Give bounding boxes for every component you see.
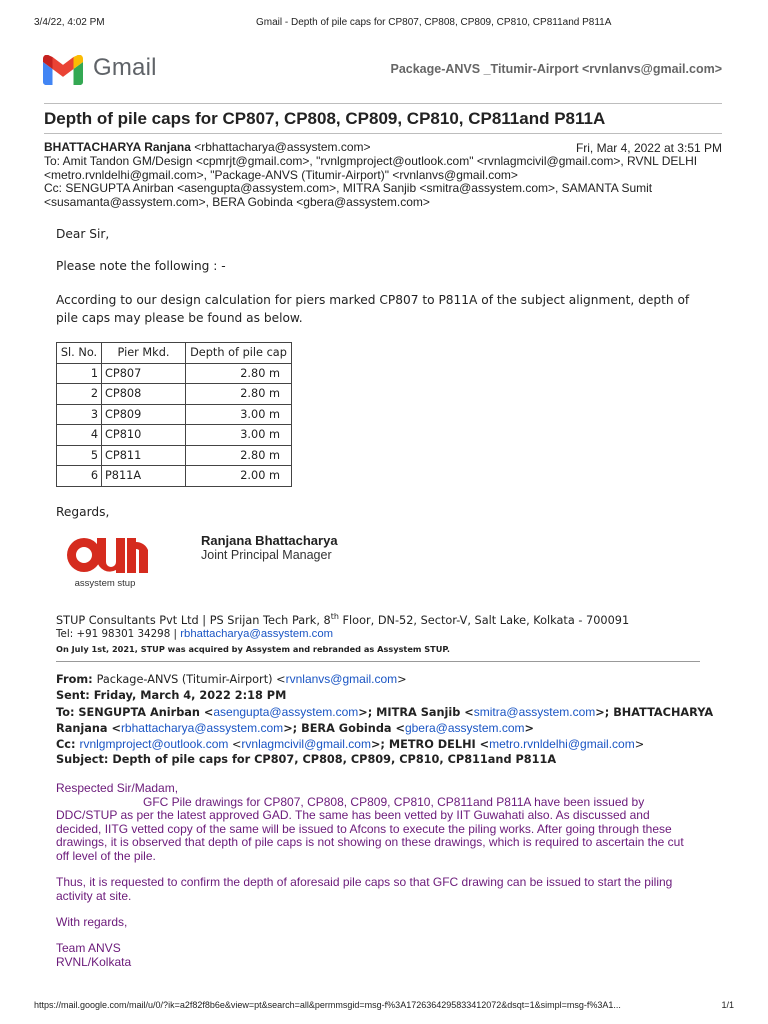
table-cell: CP807 <box>102 363 186 384</box>
table-row <box>57 384 292 405</box>
table-row <box>57 404 292 425</box>
to-line-2: <metro.rvnldelhi@gmail.com>, "Package-ANVS (Titumir-Airport)" <rvnlanvs@gmail.com> <box>44 167 518 182</box>
regards: Regards, <box>56 505 110 519</box>
table-row <box>57 363 292 384</box>
fwd-closing: With regards, <box>56 915 128 929</box>
company-address-sup: th <box>330 612 339 621</box>
table-header-row <box>57 343 292 364</box>
table-cell: 2.80 m <box>186 384 292 405</box>
fwd-cc-part: >; METRO DELHI < <box>370 738 490 751</box>
fwd-p1-line-1: GFC Pile drawings for CP807, CP808, CP809, CP810, CP811and P811A have been issued by <box>143 794 645 809</box>
fwd-subject: Subject: Depth of pile caps for CP807, CP808, CP809, CP810, CP811and P811A <box>56 753 557 766</box>
account-email: Package-ANVS _Titumir-Airport <rvnlanvs@gmail.com> <box>390 62 722 76</box>
table-cell: 1 <box>57 363 102 384</box>
sender-email: <rbhattacharya@assystem.com> <box>194 140 371 154</box>
subject-divider <box>44 133 722 134</box>
fwd-cc <box>56 737 644 751</box>
gmail-logo-text: Gmail <box>93 54 157 81</box>
table-header-cell: Pier Mkd. <box>102 343 186 364</box>
fwd-team: Team ANVS <box>56 941 121 955</box>
fwd-p2-line-1: Thus, it is requested to confirm the depth of aforesaid pile caps so that GFC drawing can be issued to start the piling <box>56 875 673 889</box>
table-cell: 6 <box>57 466 102 487</box>
company-address <box>56 612 629 627</box>
fwd-to-line-1 <box>56 705 713 719</box>
header-divider <box>44 103 722 104</box>
table-cell: 2 <box>57 384 102 405</box>
table-row <box>57 425 292 446</box>
fwd-to-part: >; BHATTACHARYA <box>595 706 714 719</box>
table-cell: 3.00 m <box>186 425 292 446</box>
message-date: Fri, Mar 4, 2022 at 3:51 PM <box>575 141 722 155</box>
table-cell: CP809 <box>102 404 186 425</box>
table-header-cell: Sl. No. <box>57 343 102 364</box>
fwd-to-email-mitra[interactable]: smitra@assystem.com <box>473 705 596 719</box>
table-cell: 2.80 m <box>186 445 292 466</box>
table-cell: 2.80 m <box>186 363 292 384</box>
table-cell: P811A <box>102 466 186 487</box>
greeting: Dear Sir, <box>56 227 110 241</box>
fwd-cc-part: < <box>228 738 242 751</box>
table-cell: CP810 <box>102 425 186 446</box>
fwd-from-name: Package-ANVS (Titumir-Airport) < <box>96 673 286 686</box>
company-address-part-1: STUP Consultants Pvt Ltd | PS Srijan Tech Park, 8 <box>56 613 331 627</box>
to-line-1: To: Amit Tandon GM/Design <cpmrjt@gmail.com>, "rvnlgmproject@outlook.com" <rvnlagmcivil@gmail.com>, RVNL DELHI <box>44 154 698 168</box>
fwd-from-label: From: <box>56 673 97 686</box>
gmail-m-icon <box>43 55 83 85</box>
footer-url: https://mail.google.com/mail/u/0/?ik=a2f82f8b6e&view=pt&search=all&permmsgid=msg-f%3A1726364295833412072&dsqt=1&simpl=msg-f%3A1... <box>34 1000 621 1010</box>
table-cell: CP808 <box>102 384 186 405</box>
sender-name: BHATTACHARYA Ranjana <box>44 140 191 154</box>
fwd-to-part: >; BERA Gobinda < <box>283 722 405 735</box>
company-address-part-2: Floor, DN-52, Sector-V, Salt Lake, Kolkata - 700091 <box>338 613 630 627</box>
fwd-cc-part: > <box>634 738 645 751</box>
fwd-cc-email-project[interactable]: rvnlgmproject@outlook.com <box>79 737 229 751</box>
cc-line-2: <susamanta@assystem.com>, BERA Gobinda <gbera@assystem.com> <box>44 194 430 209</box>
fwd-to-email-sengupta[interactable]: asengupta@assystem.com <box>213 705 359 719</box>
print-datetime: 3/4/22, 4:02 PM <box>34 17 105 28</box>
fwd-cc-label: Cc: <box>56 738 80 751</box>
fwd-org: RVNL/Kolkata <box>56 954 132 969</box>
table-cell: CP811 <box>102 445 186 466</box>
fwd-to-part: SENGUPTA Anirban < <box>78 706 214 719</box>
fwd-to-label: To: <box>56 706 79 719</box>
fwd-from-email[interactable]: rvnlanvs@gmail.com <box>285 672 398 686</box>
fwd-cc-email-agmcivil[interactable]: rvnlagmcivil@gmail.com <box>241 737 371 751</box>
sender-line <box>44 141 371 155</box>
pile-cap-table <box>56 342 292 487</box>
table-cell: 4 <box>57 425 102 446</box>
acquisition-note: On July 1st, 2021, STUP was acquired by Assystem and rebranded as Assystem STUP. <box>56 644 451 654</box>
signature-role: Joint Principal Manager <box>201 548 332 562</box>
print-title: Gmail - Depth of pile caps for CP807, CP808, CP809, CP810, CP811and P811A <box>256 17 612 28</box>
table-cell: 3 <box>57 404 102 425</box>
table-cell: 5 <box>57 445 102 466</box>
assystem-stup-logo-text: assystem stup <box>74 578 136 589</box>
note-line: Please note the following : - <box>56 259 226 273</box>
tel-label: Tel: +91 98301 34298 | <box>56 628 181 640</box>
table-row <box>57 445 292 466</box>
assystem-stup-logo <box>62 533 148 589</box>
table-row <box>57 466 292 487</box>
table-cell: 3.00 m <box>186 404 292 425</box>
fwd-sent: Sent: Friday, March 4, 2022 2:18 PM <box>56 689 287 702</box>
fwd-to-email-bhattacharya[interactable]: rbhattacharya@assystem.com <box>120 721 284 735</box>
fwd-cc-email-metro[interactable]: metro.rvnldelhi@gmail.com <box>489 737 635 751</box>
fwd-to-part: Ranjana < <box>56 722 121 735</box>
table-cell: 2.00 m <box>186 466 292 487</box>
email-subject: Depth of pile caps for CP807, CP808, CP809, CP810, CP811and P811A <box>44 109 606 128</box>
cc-line-1: Cc: SENGUPTA Anirban <asengupta@assystem.com>, MITRA Sanjib <smitra@assystem.com>, SAMANTA Sumit <box>44 181 653 195</box>
fwd-p1-line-3: decided, IITG vetted copy of the same will be issued to Afcons to execute the piling works. After going through these <box>56 821 672 836</box>
fwd-to-line-2 <box>56 721 534 735</box>
footer-page-number: 1/1 <box>721 1000 734 1010</box>
fwd-p1-line-4: drawings, it is observed that depth of pile caps is not showing on these drawings, which is required to ascertain the cut <box>56 835 684 849</box>
fwd-to-part: >; MITRA Sanjib < <box>358 706 474 719</box>
signature-tel <box>56 628 333 640</box>
fwd-p1-line-5: off level of the pile. <box>56 848 156 863</box>
fwd-p2-line-2: activity at site. <box>56 888 132 903</box>
body-paragraph-line-1: According to our design calculation for piers marked CP807 to P811A of the subject alignment, depth of <box>56 293 690 307</box>
forward-divider <box>56 661 700 662</box>
fwd-from-end: > <box>397 673 407 686</box>
signature-name: Ranjana Bhattacharya <box>201 533 338 548</box>
fwd-to-part: > <box>524 722 534 735</box>
signature-email-link[interactable]: rbhattacharya@assystem.com <box>180 628 334 640</box>
body-paragraph-line-2: pile caps may please be found as below. <box>56 311 303 325</box>
table-header-cell: Depth of pile cap <box>186 343 292 364</box>
fwd-salutation: Respected Sir/Madam, <box>56 781 179 795</box>
fwd-from <box>56 672 407 686</box>
fwd-p1-line-2: DDC/STUP as per the latest approved GAD. The same has been vetted by IIT Guwahati also. As discussed and <box>56 808 650 822</box>
fwd-to-email-bera[interactable]: gbera@assystem.com <box>404 721 525 735</box>
